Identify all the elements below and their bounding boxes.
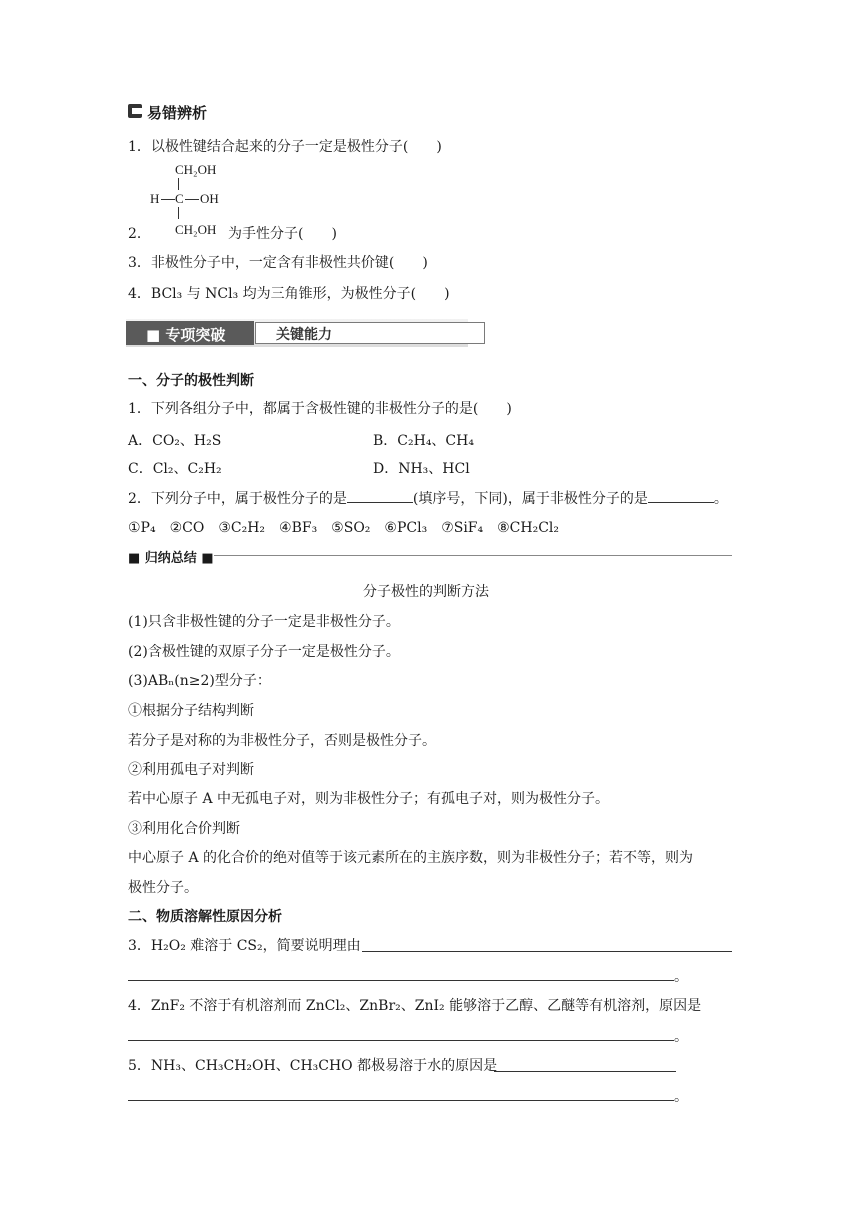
- summary-line-7: 若中心原子 A 中无孤电子对，则为非极性分子；有孤电子对，则为极性分子。: [128, 791, 610, 807]
- option-a: A．CO₂、H₂S: [128, 433, 222, 449]
- part2-question-3: 3．H₂O₂ 难溶于 CS₂，简要说明理由: [128, 938, 361, 954]
- answer-line[interactable]: [128, 1100, 674, 1101]
- mol-center: C: [175, 191, 184, 206]
- option-b: B．C₂H₄、CH₄: [373, 433, 474, 449]
- summary-line-5: 若分子是对称的为非极性分子，否则是极性分子。: [128, 733, 436, 749]
- mol-top: CH₂OH: [175, 162, 217, 177]
- section-banner: [126, 319, 468, 347]
- question-2-number: 2．: [128, 226, 151, 242]
- mol-bottom: CH₂OH: [175, 222, 217, 237]
- line-end: 。: [674, 1089, 688, 1105]
- option-d: D．NH₃、HCl: [373, 461, 470, 477]
- answer-line[interactable]: [494, 1071, 676, 1072]
- summary-line-8: ③利用化合价判断: [128, 821, 240, 837]
- part2-question-4: 4．ZnF₂ 不溶于有机溶剂而 ZnCl₂、ZnBr₂、ZnI₂ 能够溶于乙醇、乙醚等有机溶剂，原因是: [128, 998, 702, 1014]
- answer-line[interactable]: [128, 1040, 674, 1041]
- part2-title: 二、物质溶解性原因分析: [128, 909, 282, 925]
- section-icon: [128, 104, 142, 118]
- summary-divider: [214, 555, 732, 556]
- part2-question-5: 5．NH₃、CH₃CH₂OH、CH₃CHO 都极易溶于水的原因是: [128, 1058, 498, 1074]
- question-2-text: 为手性分子( ): [228, 226, 337, 242]
- summary-line-9: 中心原子 A 的化合价的绝对值等于该元素所在的主族序数，则为非极性分子；若不等，则为: [128, 850, 694, 866]
- part1-question-2: 2．下列分子中，属于极性分子的是 (填序号，下同)，属于非极性分子的是 。: [128, 488, 728, 508]
- answer-blank[interactable]: [347, 488, 413, 503]
- banner-left-label: ■ 专项突破: [146, 326, 226, 344]
- summary-line-6: ②利用孤电子对判断: [128, 762, 254, 778]
- summary-line-1: (1)只含非极性键的分子一定是非极性分子。: [128, 614, 400, 630]
- option-c: C．Cl₂、C₂H₂: [128, 461, 222, 477]
- question-1: 1．以极性键结合起来的分子一定是极性分子( ): [128, 139, 442, 155]
- mol-left: H: [150, 191, 160, 206]
- summary-line-4: ①根据分子结构判断: [128, 703, 254, 719]
- answer-blank[interactable]: [648, 488, 714, 503]
- question-4: 4．BCl₃ 与 NCl₃ 均为三角锥形，为极性分子( ): [128, 286, 450, 302]
- part1-question-1: 1．下列各组分子中，都属于含极性键的非极性分子的是( ): [128, 401, 512, 417]
- molecule-list: ①P₄ ②CO ③C₂H₂ ④BF₃ ⑤SO₂ ⑥PCl₃ ⑦SiF₄ ⑧CH₂Cl₂: [128, 520, 560, 536]
- summary-line-2: (2)含极性键的双原子分子一定是极性分子。: [128, 644, 400, 660]
- summary-line-10: 极性分子。: [128, 880, 198, 896]
- mol-right: OH: [200, 191, 219, 206]
- summary-title: 分子极性的判断方法: [363, 584, 489, 600]
- banner-right-label: 关键能力: [276, 327, 332, 343]
- summary-label: ■ 归纳总结 ■: [128, 551, 214, 566]
- line-end: 。: [674, 969, 688, 985]
- part1-title: 一、分子的极性判断: [128, 373, 254, 389]
- answer-line[interactable]: [362, 951, 732, 952]
- line-end: 。: [674, 1029, 688, 1045]
- answer-line[interactable]: [128, 980, 674, 981]
- section-title: 易错辨析: [147, 104, 208, 122]
- question-3: 3．非极性分子中，一定含有非极性共价键( ): [128, 255, 428, 271]
- summary-line-3: (3)ABₙ(n≥2)型分子：: [128, 673, 271, 689]
